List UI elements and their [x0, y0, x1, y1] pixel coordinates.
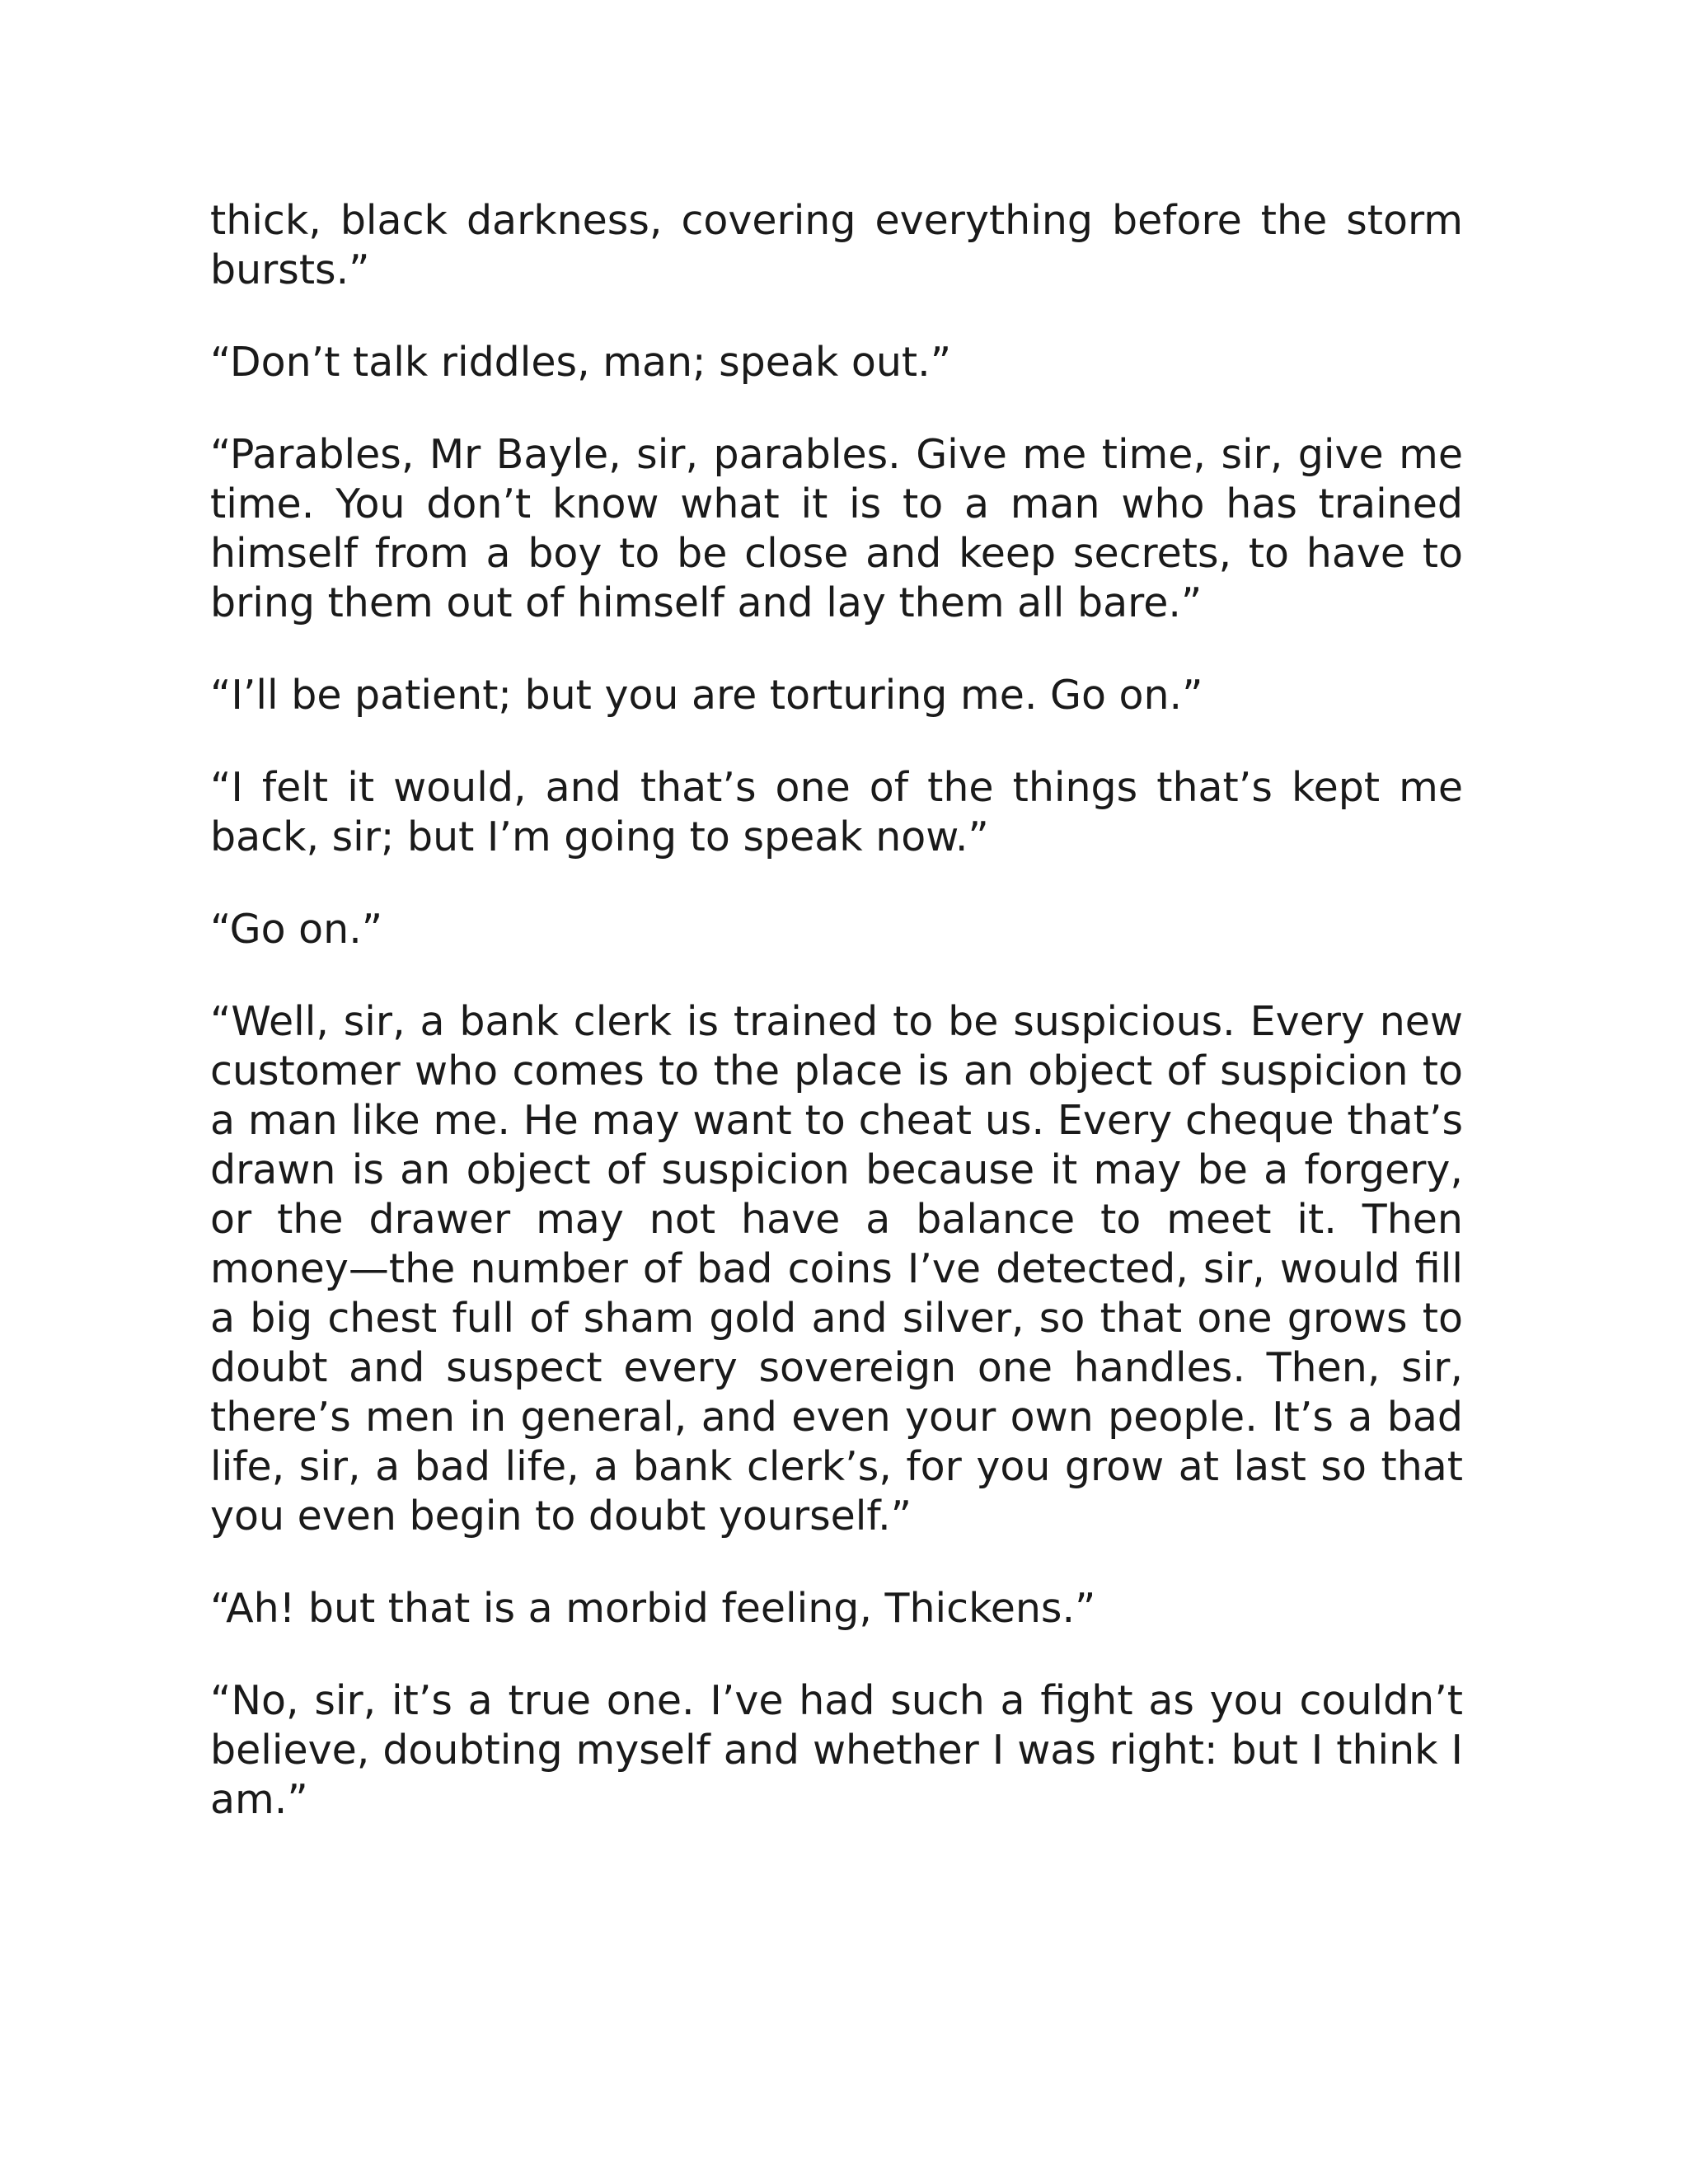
- paragraph-6: “Go on.”: [210, 906, 383, 953]
- paragraph-4: “I’ll be patient; but you are torturing me. Go on.”: [210, 672, 1203, 719]
- page-body: [210, 196, 1463, 1868]
- paragraph-1: thick, black darkness, covering everything before the storm bursts.”: [210, 197, 1463, 293]
- paragraph-9: “No, sir, it’s a true one. I’ve had such a fight as you couldn’t believe, doubting myself and whether I was right: but I think I am.”: [210, 1677, 1463, 1823]
- paragraph-8: “Ah! but that is a morbid feeling, Thickens.”: [210, 1585, 1096, 1632]
- paragraph-7: “Well, sir, a bank clerk is trained to be suspicious. Every new customer who comes to the place is an object of suspicion to a man like me. He may want to cheat us. Every cheque that’s drawn is an object of suspicion because it may be a forgery, or the drawer may not have a balance to meet it. Then money—the number of bad coins I’ve detected, sir, would fill a big chest full of sham gold and silver, so that one grows to doubt and suspect every sovereign one handles. Then, sir, there’s men in general, and even your own people. It’s a bad life, sir, a bad life, a bank clerk’s, for you grow at last so that you even begin to doubt yourself.”: [210, 998, 1463, 1540]
- paragraph-5: “I felt it would, and that’s one of the things that’s kept me back, sir; but I’m going to speak now.”: [210, 764, 1463, 860]
- paragraph-2: “Don’t talk riddles, man; speak out.”: [210, 339, 952, 386]
- paragraph-3: “Parables, Mr Bayle, sir, parables. Give me time, sir, give me time. You don’t know what it is to a man who has trained himself from a boy to be close and keep secrets, to have to bring them out of himself and lay them all bare.”: [210, 431, 1463, 626]
